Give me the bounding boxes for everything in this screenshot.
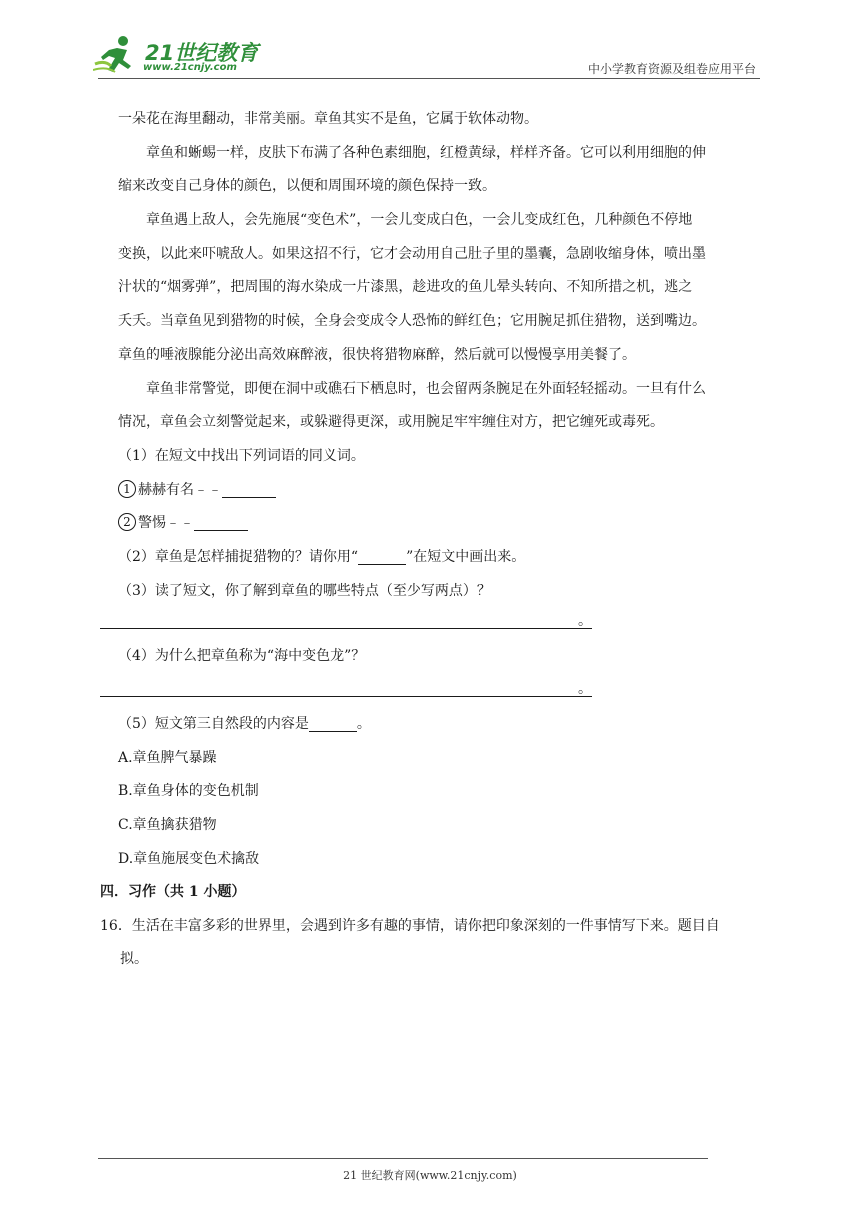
circled-number: 1: [118, 480, 136, 498]
question-1b-text: 警惕﹣﹣: [138, 515, 194, 532]
option-c[interactable]: C.章鱼擒获猎物: [118, 817, 217, 834]
question-2-text-pre: （2）章鱼是怎样捕捉猎物的？请你用“: [118, 548, 359, 565]
question-2: [118, 541, 763, 575]
question-1b: [118, 507, 763, 541]
question-5: [118, 708, 763, 742]
option-d[interactable]: D.章鱼施展变色术擒敌: [118, 850, 260, 867]
platform-title: 中小学教育资源及组卷应用平台: [587, 62, 756, 76]
passage-line: 一朵花在海里翻动，非常美丽。章鱼其实不是鱼，它属于软体动物。: [118, 111, 538, 127]
question-4: （4）为什么把章鱼称为“海中变色龙”？: [118, 648, 366, 664]
question-1: （1）在短文中找出下列词语的同义词。: [118, 447, 365, 464]
question-3: （3）读了短文，你了解到章鱼的哪些特点（至少写两点）？: [118, 582, 491, 599]
answer-period: 。: [578, 613, 592, 629]
answer-line[interactable]: [100, 696, 592, 697]
passage-line: 情况，章鱼会立刻警觉起来，或躲避得更深，或用腕足牢牢缠住对方，把它缠死或毒死。: [118, 414, 664, 431]
section-title: 四．习作（共 1 小题）: [100, 884, 246, 900]
page-footer: 21 世纪教育网(www.21cnjy.com): [343, 1169, 517, 1182]
footer-divider: [98, 1158, 708, 1159]
circled-number: 2: [118, 513, 136, 531]
question-2-text-post: ”在短文中画出来。: [406, 548, 526, 565]
answer-period: 。: [578, 681, 592, 697]
answer-line[interactable]: [100, 628, 592, 629]
option-a[interactable]: A.章鱼脾气暴躁: [118, 749, 217, 766]
section-4: [100, 876, 765, 977]
logo-text: 21世纪教育: [145, 41, 259, 65]
question-1a-text: 赫赫有名﹣﹣: [138, 481, 222, 498]
question-1a: [118, 474, 763, 508]
logo-url: www.21cnjy.com: [143, 62, 237, 73]
question-16-line: 拟。: [120, 951, 148, 968]
passage-line: 变换，以此来吓唬敌人。如果这招不行，它才会动用自己肚子里的墨囊，急剧收缩身体，喷出墨: [118, 245, 706, 262]
passage-line: 缩来改变自己身体的颜色，以便和周围环境的颜色保持一致。: [118, 178, 496, 195]
answer-blank[interactable]: [309, 715, 357, 732]
passage-line: 章鱼非常警觉，即便在洞中或礁石下栖息时，也会留两条腕足在外面轻轻摇动。一旦有什么: [146, 380, 706, 397]
passage-line: 章鱼和蜥蜴一样，皮肤下布满了各种色素细胞，红橙黄绿，样样齐备。它可以利用细胞的伸: [146, 144, 706, 161]
header-divider: [98, 78, 760, 79]
answer-blank[interactable]: [222, 481, 276, 498]
option-b[interactable]: B.章鱼身体的变色机制: [118, 783, 259, 800]
main-content: [118, 103, 763, 608]
site-logo: [93, 34, 263, 78]
underline-sample: [358, 548, 406, 565]
question-5-text-pre: （5）短文第三自然段的内容是: [118, 716, 309, 732]
passage-line: 夭夭。当章鱼见到猎物的时候，全身会变成令人恐怖的鲜红色；它用腕足抓住猎物，送到嘴边。: [118, 313, 706, 330]
runner-icon: [93, 34, 143, 78]
page-header: [0, 0, 860, 82]
passage-line: 章鱼遇上敌人，会先施展“变色术”，一会儿变成白色，一会儿变成红色，几种颜色不停地: [146, 212, 693, 229]
question-5-text-post: 。: [356, 716, 371, 732]
answer-blank[interactable]: [194, 514, 248, 531]
passage-line: 汁状的“烟雾弹”，把周围的海水染成一片漆黑，趁进攻的鱼儿晕头转向、不知所措之机，逃之: [118, 279, 693, 296]
question-16-line: 16．生活在丰富多彩的世界里，会遇到许多有趣的事情，请你把印象深刻的一件事情写下来。题目自: [100, 917, 720, 934]
question-5-block: [118, 708, 763, 876]
passage-line: 章鱼的唾液腺能分泌出高效麻醉液，很快将猎物麻醉，然后就可以慢慢享用美餐了。: [118, 346, 636, 363]
question-4-block: [118, 640, 763, 674]
